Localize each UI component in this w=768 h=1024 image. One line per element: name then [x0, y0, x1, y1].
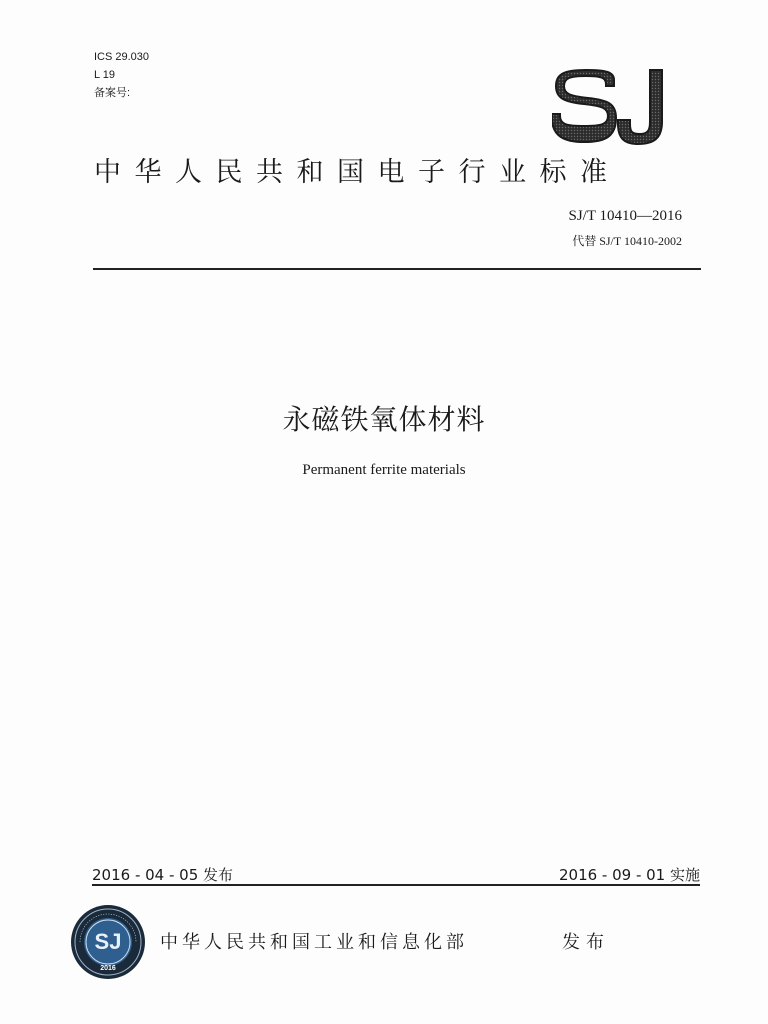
ministry-seal-icon: [70, 904, 146, 980]
top-divider: [93, 268, 701, 270]
ics-code: ICS 29.030: [94, 51, 150, 63]
sj-logo-icon: [552, 66, 670, 148]
meta-block: [94, 48, 149, 102]
issue-date: 2016 - 04 - 05 发布: [92, 866, 234, 884]
class-code: L 19: [94, 69, 116, 81]
issue-label: 发布: [562, 932, 610, 953]
issuing-authority: 中华人民共和国工业和信息化部: [160, 932, 468, 953]
seal-year: 2016: [100, 965, 116, 972]
bottom-divider: [92, 884, 700, 886]
industry-standard-title: 中华人民共和国电子行业标准: [94, 157, 621, 188]
standard-number: SJ/T 10410—2016: [568, 208, 682, 224]
replaces-standard: 代替 SJ/T 10410-2002: [572, 234, 682, 248]
seal-center-text: SJ: [94, 929, 122, 954]
implementation-date: 2016 - 09 - 01 实施: [558, 866, 700, 884]
document-title-chinese: 永磁铁氧体材料: [282, 403, 486, 436]
record-number-label: 备案号:: [94, 87, 131, 99]
document-title-english: Permanent ferrite materials: [302, 462, 466, 478]
